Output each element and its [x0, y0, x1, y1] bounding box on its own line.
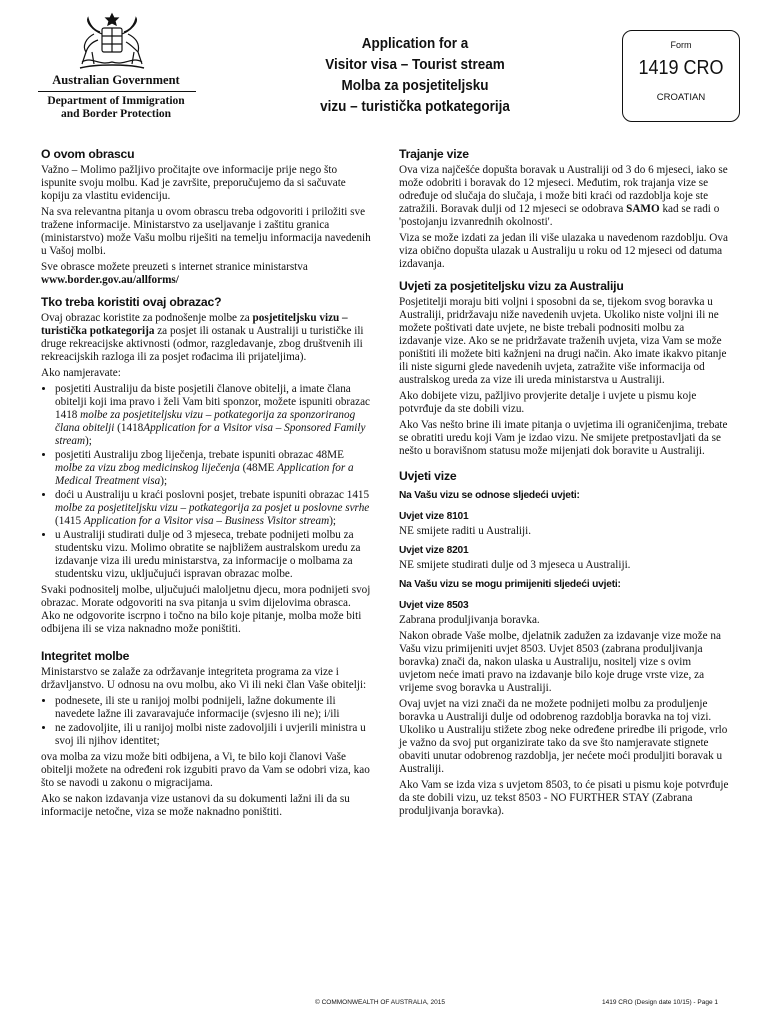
bold-text: posjetiteljsku vizu – turistička potkategorija: [41, 312, 348, 337]
italic-text: Application for a Visitor visa – Business Visitor stream: [83, 515, 330, 527]
condition-8201-heading: Uvjet vize 8201: [399, 545, 469, 556]
list-item: • podnesete, ili ste u ranijoj molbi podnijeli, lažne dokumente ili navedete lažne ili zavaravajuće informacije (svjesno ili ne); i/ili: [55, 695, 371, 721]
department-line-2: and Border Protection: [60, 108, 172, 120]
condition-8101-heading: Uvjet vize 8101: [399, 511, 469, 522]
paragraph: NE smijete studirati dulje od 3 mjeseca u Australiji.: [399, 559, 631, 571]
department-line-1: Department of Immigration: [47, 95, 185, 107]
section-heading: Integritet molbe: [41, 649, 130, 663]
italic-text: Application for a Medical Treatment visa: [55, 462, 354, 487]
website-link[interactable]: www.border.gov.au/allforms/: [41, 274, 179, 286]
section-heading: O ovom obrascu: [41, 147, 135, 161]
list-item: • ne zadovoljite, ili u ranijoj molbi niste zadovoljili i uvjerili ministra u svoj ili njihov identitet;: [55, 722, 371, 748]
paragraph: ova molba za vizu može biti odbijena, a Vi, te bilo koji članovi Vaše obitelji možete na određeni rok izgubiti pravo da Vam se odobri viza, kao što se navodi u zakonu o migracijama.: [41, 751, 370, 789]
text: posjetiti Australiju da biste posjetili članove obitelji, a imate člana obitelji koji ima pravo i želi Vam biti sponzor, možete ispuniti obrazac 1418: [55, 383, 371, 421]
title-line-2: Visitor visa – Tourist stream: [325, 56, 505, 73]
text: za posjet ili ostanak u Australiji u turističke ili druge rekreacijske aktivnosti (odmor, razgledavanje, zbog društvenih ili rekreacijskih razloga ili za posjet rođacima ili prijateljima).: [41, 325, 364, 363]
paragraph: NE smijete raditi u Australiji.: [399, 525, 532, 537]
footer-copyright: © COMMONWEALTH OF AUSTRALIA, 2015: [315, 999, 445, 1006]
form-number: 1419 CRO: [638, 57, 724, 79]
section-about-form: [41, 148, 371, 287]
text: );: [329, 515, 337, 527]
section-who-should-use: [41, 296, 371, 636]
paragraph: [41, 261, 371, 287]
paragraph: [41, 312, 371, 364]
paragraph: Nakon obrade Vaše molbe, djelatnik zadužen za izdavanje vize može na Vašu vizu primijeniti uvjet 8503. Uvjet 8503 (zabrana produljivanja boravka) znači da, nakon ulaska u Australiju, nositelj vize s ovim uvjetom neće imati pravo na izdavanje bilo koje druge vrste vize, za vrijeme svog boravka u Australiji.: [399, 630, 721, 694]
subheading: Na Vašu vizu se mogu primijeniti sljedeći uvjeti:: [399, 579, 621, 590]
department-name: [30, 95, 202, 121]
paragraph-text: Sve obrasce možete preuzeti s internet stranice ministarstva: [41, 261, 308, 273]
text: );: [160, 475, 168, 487]
text: (1418: [117, 422, 144, 434]
list-item: [55, 489, 371, 528]
italic-text: molbe za vizu zbog medicinskog liječenja: [55, 462, 240, 474]
section-heading: Tko treba koristiti ovaj obrazac?: [41, 295, 222, 309]
government-name: Australian Government: [52, 73, 180, 87]
text: (1415: [55, 515, 82, 527]
footer-design-date: 1419 CRO (Design date 10/15) - Page 1: [602, 999, 718, 1006]
bullet-list: [41, 695, 371, 748]
paragraph: Viza se može izdati za jedan ili više ulazaka u navedenom razdoblju. Ova viza obično dopušta ulazak u Australiju u roku od 12 mjeseci od datuma izdavanja.: [399, 232, 728, 270]
section-application-integrity: [41, 650, 371, 819]
form-title: [303, 33, 528, 117]
paragraph: Ako Vas nešto brine ili imate pitanja o uvjetima ili ograničenjima, trebate se obratiti uredu koji Vam je izdao vizu. Ne smijete pretpostavljati da se nešto u boravišnom statusu može mijenjati dok boravite u Australiji.: [399, 419, 728, 457]
paragraph: Ako dobijete vizu, pažljivo provjerite detalje i uvjete u pismu koje potvrđuje da ste dobili vizu.: [399, 390, 697, 415]
paragraph: Ako se nakon izdavanja vize ustanovi da su dokumenti lažni ili da su informacije netočne, viza se može naknadno poništiti.: [41, 793, 350, 818]
section-visa-duration: [399, 148, 729, 271]
right-column: [399, 148, 729, 827]
text: );: [85, 435, 92, 447]
text: (48ME: [242, 462, 275, 474]
text: doći u Australiju u kraći poslovni posjet, trebate ispuniti obrazac 1415: [55, 489, 370, 501]
left-column: [41, 148, 371, 828]
condition-8503-heading: Uvjet vize 8503: [399, 600, 469, 611]
text: kad se radi o 'postojanju izvanrednih okolnosti'.: [399, 203, 720, 228]
section-heading: Trajanje vize: [399, 147, 469, 161]
list-item: [55, 383, 371, 448]
list-item: • u Australiji studirati dulje od 3 mjeseca, trebate podnijeti molbu za studentsku vizu. Molimo obratite se najbližem australskom uredu za izdavanje viza ili uredu ministarstva, za informacije o molbama za studentsku vizu, uključujući ispravan obrazac molbe.: [55, 529, 371, 581]
section-heading: Uvjeti za posjetiteljsku vizu za Australiju: [399, 279, 624, 293]
section-visitor-visa-conditions: [399, 280, 729, 458]
italic-text: molbe za posjetiteljsku vizu – potkategorija za sponzoriranog člana obitelji: [55, 409, 356, 434]
header-divider: [38, 91, 196, 92]
title-line-4: vizu – turistička potkategorija: [320, 98, 510, 115]
italic-text: Application for a Visitor visa – Sponsored Family stream: [55, 422, 366, 447]
paragraph: Važno – Molimo pažljivo pročitajte ove informacije prije nego što ispunite svoju molbu. Kad je završite, preporučujemo da si sačuvate kopiju za vlastitu evidenciju.: [41, 164, 346, 202]
list-item: [55, 449, 371, 488]
section-heading: Uvjeti vize: [399, 469, 457, 483]
page-header: [0, 0, 770, 140]
paragraph: Na sva relevantna pitanja u ovom obrascu treba odgovoriti i priložiti sve tražene informacije. Ministarstvo za useljavanje i zaštitu granica (ministarstvo) može Vašu molbu riješiti na temelju informacija navedenih u Vašoj molbi.: [41, 206, 371, 257]
coat-of-arms-icon: [72, 12, 152, 72]
form-label: Form: [670, 40, 692, 50]
paragraph: Ovaj uvjet na vizi znači da ne možete podnijeti molbu za produljenje boravka u Australiji dulje od odobrenog razdoblja boravka na toj vizi. Ukoliko u Australiju stižete zbog neke određene priredbe ili prigode, vrlo je važno da svoj put organizirate tako da sve što namjeravate stignete obaviti unutar odobrenog razdoblja, jer nećete moći produljiti boravak u Australiji.: [399, 698, 728, 775]
form-language: CROATIAN: [656, 92, 706, 103]
subheading: Na Vašu vizu se odnose sljedeći uvjeti:: [399, 490, 580, 501]
paragraph: Ako Vam se izda viza s uvjetom 8503, to će pisati u pismu koje potvrđuje da ste dobili vizu, uz tekst 8503 - NO FURTHER STAY (Zabrana produljivanja boravka).: [399, 779, 729, 817]
bold-text: SAMO: [626, 203, 660, 215]
paragraph: Posjetitelji moraju biti voljni i sposobni da se, tijekom svog boravka u Australiji, pridržavaju niže navedenih uvjeta. Ukoliko niste voljni ili ne možete poštivati date uvjete, ne biste trebali podnositi molbu za izdavanje vize. Ako se ne pridržavate traženih uvjeta, viza Vam se može poništiti ili možete biti kažnjeni na drugi način. Ako imate ikakvo pitanje ili niste sigurni glede navedenih uvjeta, zatražite više informacija od australskog ureda za vize ili ureda ministarstva u Australiji.: [399, 296, 727, 386]
paragraph: Ako namjeravate:: [41, 367, 121, 379]
paragraph: Ministarstvo se zalaže za održavanje integriteta programa za vize i državljanstvo. U odnosu na ovu molbu, ako Vi ili neki član Vaše obitelji:: [41, 666, 367, 691]
paragraph: Zabrana produljivanja boravka.: [399, 614, 540, 626]
bullet-list: [41, 383, 371, 581]
paragraph: Svaki podnositelj molbe, uljučujući maloljetnu djecu, mora podnijeti svoj obrazac. Morate odgovoriti na sva pitanja u svim dijelovima obrasca. Ako ne odgovorite iscrpno i točno na bilo koje pitanje, molba može biti odbijena ili se viza naknadno može poništiti.: [41, 584, 371, 635]
text: Ovaj obrazac koristite za podnošenje molbe za: [41, 312, 250, 324]
paragraph: [399, 164, 729, 229]
section-visa-conditions: [399, 470, 729, 818]
text: posjetiti Australiju zbog liječenja, trebate ispuniti obrazac 48ME: [55, 449, 344, 461]
text: Ova viza najčešće dopušta boravak u Australiji od 3 do 6 mjeseci, iako se može odobriti i boravak do 12 mjeseci. Međutim, rok trajanja vize se određuje od slučaja do slučaja, i može biti kraći od razdoblja koje ste zatražili. Boravak dulji od 12 mjeseci se odobrava: [399, 164, 728, 215]
title-line-3: Molba za posjetiteljsku: [341, 77, 489, 94]
form-number-box: [622, 30, 740, 122]
italic-text: molbe za posjetiteljsku vizu – potkategorija za posjet u poslovne svrhe: [55, 502, 370, 514]
title-line-1: Application for a: [361, 35, 469, 52]
